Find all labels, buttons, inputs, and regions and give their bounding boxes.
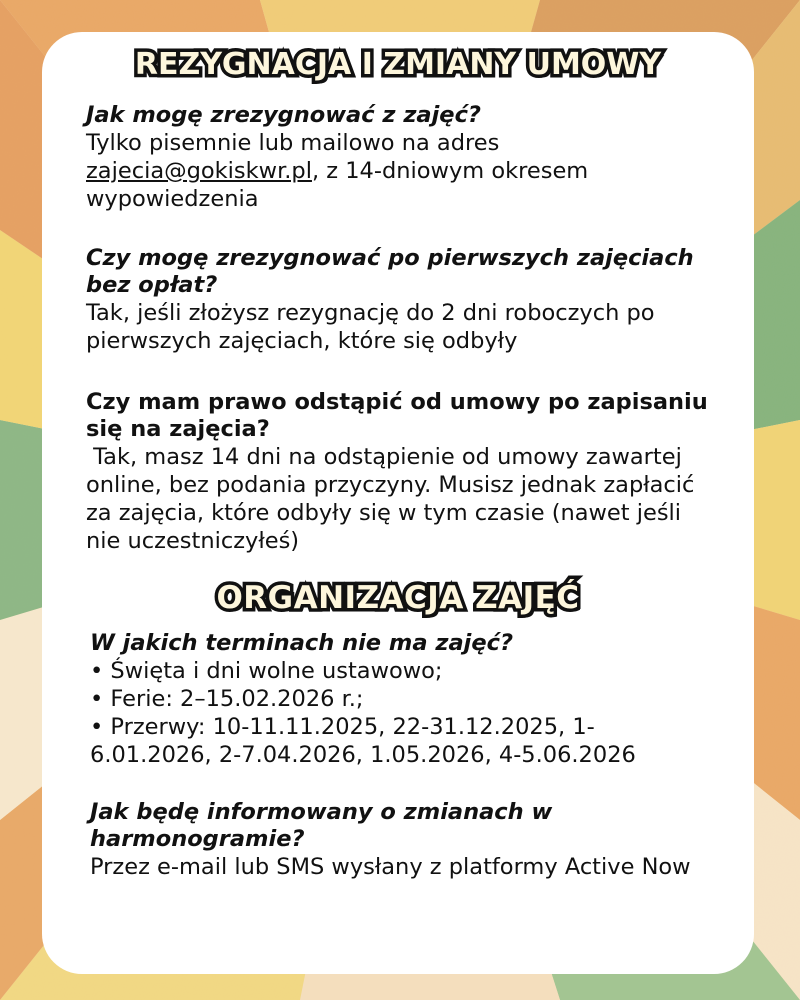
- bullet-item: • Ferie: 2–15.02.2026 r.;: [90, 686, 364, 712]
- faq-question: W jakich terminach nie ma zajęć?: [90, 630, 513, 656]
- faq-item-schedule-changes: [90, 799, 710, 881]
- faq-item-resign-how: [86, 102, 710, 213]
- faq-answer-text: , z 14-dniowym okresem wypowiedzenia: [86, 158, 589, 212]
- faq-item-resign-free: [86, 245, 710, 355]
- bullet-item: • Przerwy: 10-11.11.2025, 22-31.12.2025, 1-6.01.2026, 2-7.04.2026, 1.05.2026, 4-5.06.2026: [90, 714, 636, 768]
- section-title-organization: ORGANIZACJA ZAJĘĆ: [216, 580, 580, 616]
- bullet-item: • Święta i dni wolne ustawowo;: [90, 658, 443, 684]
- faq-question: Czy mogę zrezygnować po pierwszych zajęciach bez opłat?: [86, 245, 694, 298]
- faq-answer-text: Tylko pisemnie lub mailowo na adres: [86, 130, 500, 156]
- faq-question: Czy mam prawo odstąpić od umowy po zapisaniu się na zajęcia?: [86, 389, 708, 442]
- faq-item-no-classes: [90, 630, 710, 769]
- email-link[interactable]: zajecia@gokiskwr.pl: [86, 158, 312, 184]
- faq-answer: [86, 129, 710, 213]
- faq-card: [42, 32, 754, 974]
- faq-answer: Tak, jeśli złożysz rezygnację do 2 dni roboczych po pierwszych zajęciach, które się odbyły: [86, 300, 655, 354]
- faq-answer: Tak, masz 14 dni na odstąpienie od umowy zawartej online, bez podania przyczyny. Musisz jednak zapłacić za zajęcia, które odbyły się w tym czasie (nawet jeśli nie uczestniczyłeś): [86, 444, 702, 554]
- faq-question: Jak będę informowany o zmianach w harmonogramie?: [90, 799, 553, 852]
- faq-item-withdraw: [86, 389, 710, 555]
- faq-answer: Przez e-mail lub SMS wysłany z platformy Active Now: [90, 854, 691, 880]
- faq-question: Jak mogę zrezygnować z zajęć?: [86, 102, 481, 128]
- section-title-resignation: REZYGNACJA I ZMIANY UMOWY: [134, 47, 662, 82]
